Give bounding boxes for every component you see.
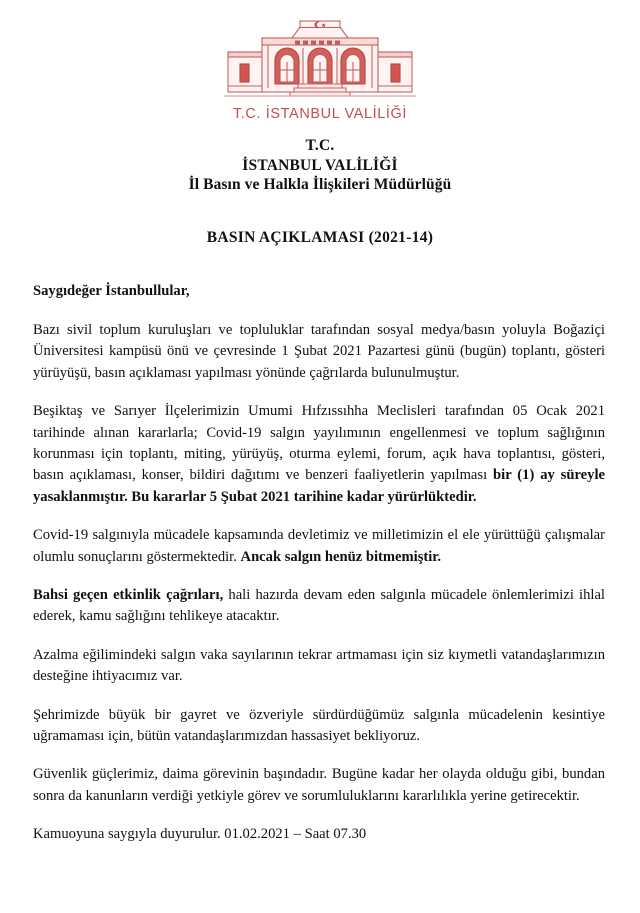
istanbul-governorship-building-emblem: [220, 18, 420, 104]
salutation: Saygıdeğer İstanbullular,: [33, 282, 190, 299]
paragraph-6: Şehrimizde büyük bir gayret ve özveriyle sürdürdüğümüz salgınla mücadelenin kesintiye uğramaması için, bütün vatandaşlarımızdan hassasiyet bekliyoruz.: [33, 706, 605, 744]
paragraph-5: Azalma eğilimindeki salgın vaka sayılarının tekrar artmaması için siz kıymetli vatandaşlarımızın desteğine ihtiyacımız var.: [33, 646, 605, 685]
paragraph-2-text: Beşiktaş ve Sarıyer İlçelerimizin Umumi Hıfzıssıhha Meclisleri tarafından 05 Ocak 2021 tarihinde alınan kararlarla; Covid-19 salgın yayılımının engellenmesi ve toplum sağlığının korunması için toplantı, miting, yürüyüş, oturma eylemi, forum, açık hava toplantısı, gösteri, basın açıklaması, konser, bildiri dağıtımı ve benzeri faaliyetlerin yapılması: [33, 403, 605, 484]
heading-line-governorship: İSTANBUL VALİLİĞİ: [242, 156, 398, 174]
paragraph-3-emphasis: Ancak salgın henüz bitmemiştir.: [240, 548, 442, 565]
paragraph-4-emphasis: Bahsi geçen etkinlik çağrıları,: [33, 586, 224, 603]
paragraph-2-emphasis: bir (1) ay süreyle yasaklanmıştır. Bu kararlar 5 Şubat 2021 tarihine kadar yürürlüktedir.: [33, 467, 605, 505]
paragraph-4-text: hali hazırda devam eden salgınla mücadele önlemlerimizi ihlal ederek, kamu sağlığını tehlikeye atacaktır.: [33, 586, 605, 625]
paragraph-7: Güvenlik güçlerimiz, daima görevinin başındadır. Bugüne kadar her olayda olduğu gibi, bundan sonra da kanunların verdiği yetkiyle görev ve sorumluluklarını kararlılıkla yerine getirecektir.: [33, 766, 605, 804]
letterhead-logo: [0, 0, 640, 122]
closing-line: Kamuoyuna saygıyla duyurulur. 01.02.2021 – Saat 07.30: [33, 826, 367, 843]
paragraph-3-text: Covid-19 salgınıyla mücadele kapsamında devletimiz ve milletimizin el ele yürüttüğü çalışmalar olumlu sonuçlarını göstermektedir.: [33, 527, 605, 565]
page-title: BASIN AÇIKLAMASI (2021-14): [206, 228, 434, 246]
paragraph-1: Bazı sivil toplum kuruluşları ve topluluklar tarafından sosyal medya/basın yoluyla Boğaziçi Üniversitesi kampüsü önü ve çevresinde 1 Şubat 2021 Pazartesi günü (bugün) toplantı, gösteri yürüyüşü, basın açıklaması yapılması yönünde çağrılarda bulunulmuştur.: [33, 321, 605, 381]
document-body: [0, 281, 640, 846]
logo-caption: T.C. İSTANBUL VALİLİĞİ: [232, 106, 408, 122]
heading-line-directorate: İl Basın ve Halkla İlişkileri Müdürlüğü: [188, 176, 452, 193]
paragraph-3: [33, 525, 605, 568]
paragraph-2: [33, 401, 605, 508]
paragraph-4: [33, 585, 605, 628]
letterhead-heading: [0, 136, 640, 195]
heading-line-republic: T.C.: [305, 137, 335, 154]
